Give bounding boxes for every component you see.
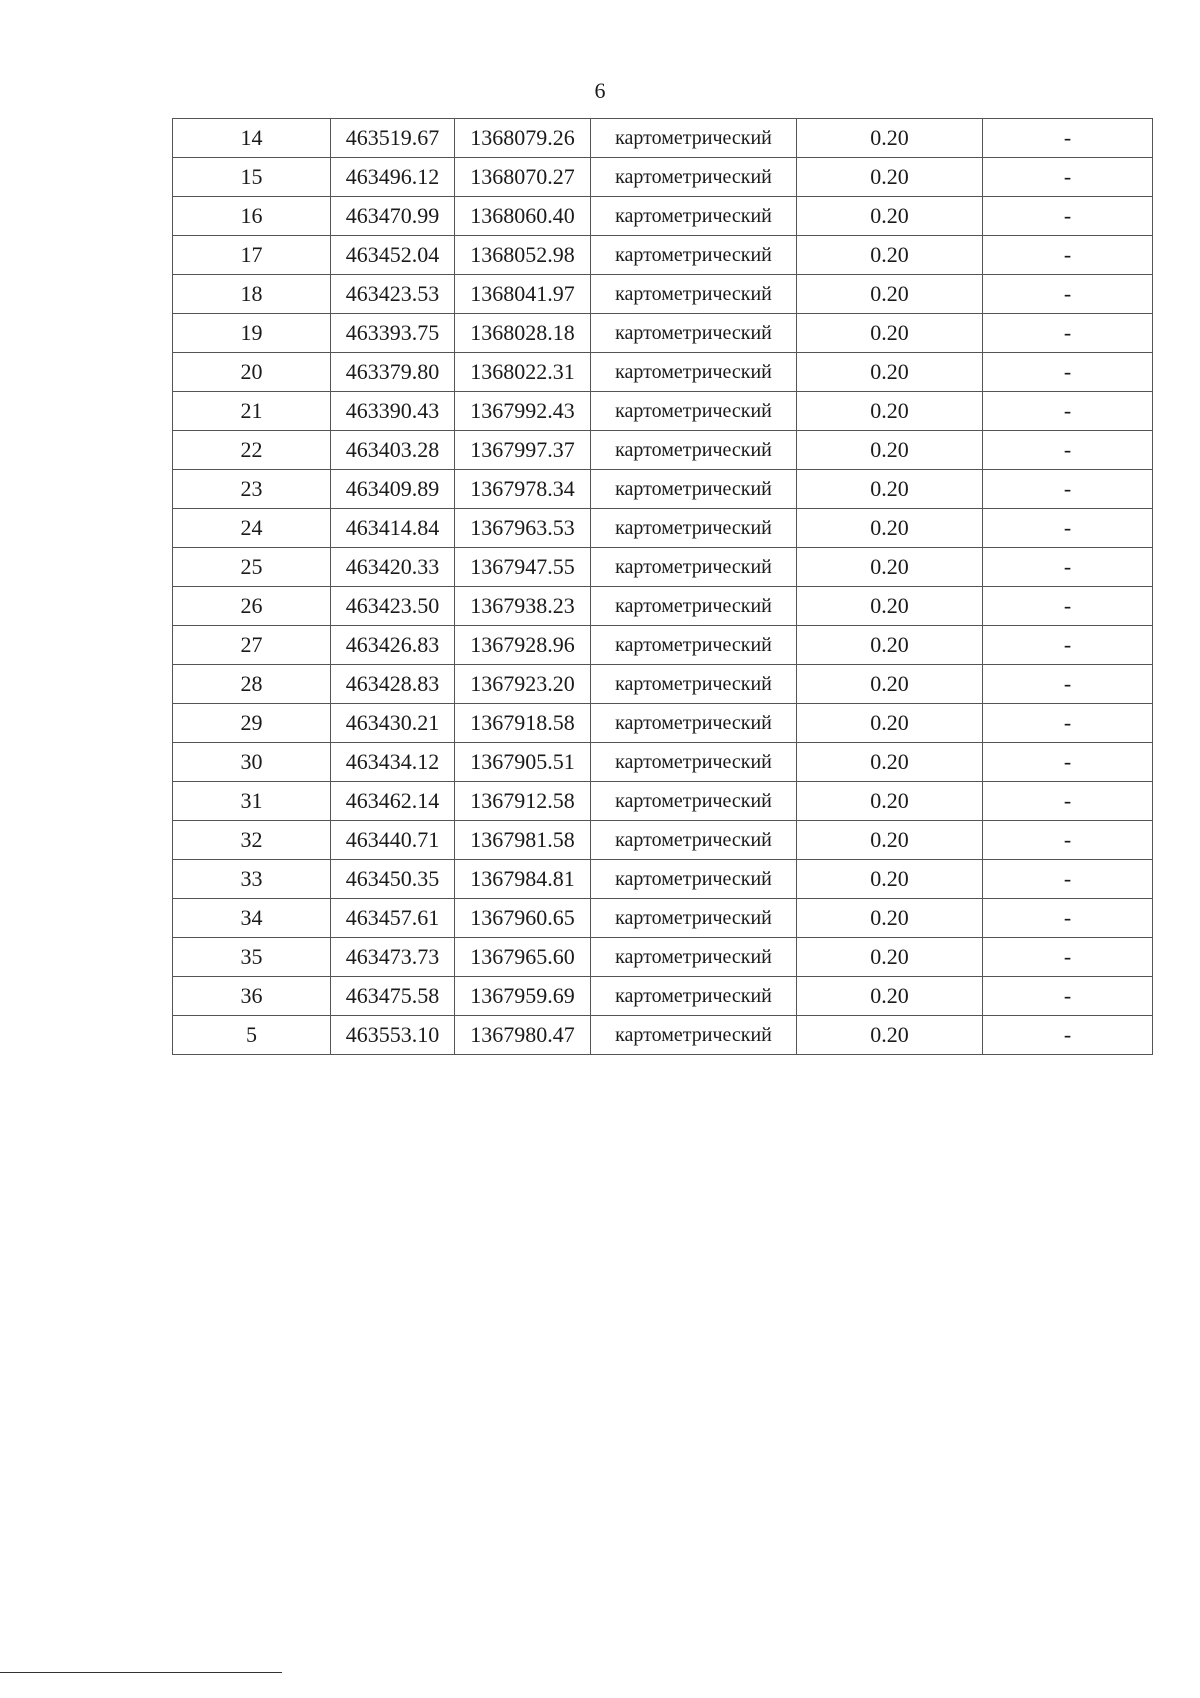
point-number-cell: 18 xyxy=(173,275,331,314)
y-coordinate-cell: 1367980.47 xyxy=(455,1016,591,1055)
y-coordinate-cell: 1368070.27 xyxy=(455,158,591,197)
x-coordinate-cell: 463390.43 xyxy=(331,392,455,431)
note-cell: - xyxy=(983,548,1153,587)
point-number-cell: 14 xyxy=(173,119,331,158)
x-coordinate-cell: 463420.33 xyxy=(331,548,455,587)
y-coordinate-cell: 1367947.55 xyxy=(455,548,591,587)
x-coordinate-cell: 463450.35 xyxy=(331,860,455,899)
point-number-cell: 33 xyxy=(173,860,331,899)
y-coordinate-cell: 1367965.60 xyxy=(455,938,591,977)
x-coordinate-cell: 463473.73 xyxy=(331,938,455,977)
x-coordinate-cell: 463496.12 xyxy=(331,158,455,197)
x-coordinate-cell: 463553.10 xyxy=(331,1016,455,1055)
point-number-cell: 30 xyxy=(173,743,331,782)
y-coordinate-cell: 1367912.58 xyxy=(455,782,591,821)
table-row xyxy=(173,626,1153,665)
table-row xyxy=(173,509,1153,548)
method-cell: картометрический xyxy=(591,704,797,743)
method-cell: картометрический xyxy=(591,626,797,665)
y-coordinate-cell: 1368079.26 xyxy=(455,119,591,158)
accuracy-cell: 0.20 xyxy=(797,704,983,743)
y-coordinate-cell: 1368052.98 xyxy=(455,236,591,275)
accuracy-cell: 0.20 xyxy=(797,587,983,626)
method-cell: картометрический xyxy=(591,860,797,899)
x-coordinate-cell: 463423.53 xyxy=(331,275,455,314)
y-coordinate-cell: 1367978.34 xyxy=(455,470,591,509)
x-coordinate-cell: 463475.58 xyxy=(331,977,455,1016)
method-cell: картометрический xyxy=(591,548,797,587)
y-coordinate-cell: 1367905.51 xyxy=(455,743,591,782)
y-coordinate-cell: 1368022.31 xyxy=(455,353,591,392)
table-row xyxy=(173,353,1153,392)
page-number: 6 xyxy=(594,78,606,103)
note-cell: - xyxy=(983,275,1153,314)
method-cell: картометрический xyxy=(591,899,797,938)
y-coordinate-cell: 1367959.69 xyxy=(455,977,591,1016)
note-cell: - xyxy=(983,470,1153,509)
table-row xyxy=(173,314,1153,353)
note-cell: - xyxy=(983,938,1153,977)
accuracy-cell: 0.20 xyxy=(797,626,983,665)
table-row xyxy=(173,821,1153,860)
method-cell: картометрический xyxy=(591,353,797,392)
point-number-cell: 28 xyxy=(173,665,331,704)
point-number-cell: 26 xyxy=(173,587,331,626)
point-number-cell: 22 xyxy=(173,431,331,470)
accuracy-cell: 0.20 xyxy=(797,236,983,275)
table-row xyxy=(173,158,1153,197)
note-cell: - xyxy=(983,431,1153,470)
accuracy-cell: 0.20 xyxy=(797,821,983,860)
x-coordinate-cell: 463457.61 xyxy=(331,899,455,938)
method-cell: картометрический xyxy=(591,821,797,860)
table-row xyxy=(173,119,1153,158)
x-coordinate-cell: 463403.28 xyxy=(331,431,455,470)
accuracy-cell: 0.20 xyxy=(797,314,983,353)
note-cell: - xyxy=(983,392,1153,431)
method-cell: картометрический xyxy=(591,431,797,470)
table-row xyxy=(173,236,1153,275)
footnote-separator-line xyxy=(0,1672,282,1673)
method-cell: картометрический xyxy=(591,509,797,548)
point-number-cell: 15 xyxy=(173,158,331,197)
table-row xyxy=(173,587,1153,626)
table-row xyxy=(173,743,1153,782)
accuracy-cell: 0.20 xyxy=(797,938,983,977)
point-number-cell: 5 xyxy=(173,1016,331,1055)
note-cell: - xyxy=(983,1016,1153,1055)
coordinates-table-body xyxy=(173,119,1153,1055)
accuracy-cell: 0.20 xyxy=(797,470,983,509)
method-cell: картометрический xyxy=(591,743,797,782)
note-cell: - xyxy=(983,236,1153,275)
accuracy-cell: 0.20 xyxy=(797,197,983,236)
accuracy-cell: 0.20 xyxy=(797,860,983,899)
point-number-cell: 16 xyxy=(173,197,331,236)
note-cell: - xyxy=(983,587,1153,626)
point-number-cell: 25 xyxy=(173,548,331,587)
accuracy-cell: 0.20 xyxy=(797,1016,983,1055)
method-cell: картометрический xyxy=(591,470,797,509)
y-coordinate-cell: 1367923.20 xyxy=(455,665,591,704)
y-coordinate-cell: 1367981.58 xyxy=(455,821,591,860)
point-number-cell: 36 xyxy=(173,977,331,1016)
x-coordinate-cell: 463440.71 xyxy=(331,821,455,860)
accuracy-cell: 0.20 xyxy=(797,548,983,587)
method-cell: картометрический xyxy=(591,977,797,1016)
method-cell: картометрический xyxy=(591,782,797,821)
method-cell: картометрический xyxy=(591,236,797,275)
note-cell: - xyxy=(983,977,1153,1016)
table-row xyxy=(173,275,1153,314)
accuracy-cell: 0.20 xyxy=(797,977,983,1016)
note-cell: - xyxy=(983,860,1153,899)
method-cell: картометрический xyxy=(591,665,797,704)
point-number-cell: 17 xyxy=(173,236,331,275)
accuracy-cell: 0.20 xyxy=(797,392,983,431)
coordinates-table xyxy=(172,118,1153,1055)
table-row xyxy=(173,470,1153,509)
y-coordinate-cell: 1367984.81 xyxy=(455,860,591,899)
table-row xyxy=(173,782,1153,821)
point-number-cell: 35 xyxy=(173,938,331,977)
accuracy-cell: 0.20 xyxy=(797,431,983,470)
y-coordinate-cell: 1368041.97 xyxy=(455,275,591,314)
point-number-cell: 34 xyxy=(173,899,331,938)
point-number-cell: 20 xyxy=(173,353,331,392)
x-coordinate-cell: 463393.75 xyxy=(331,314,455,353)
note-cell: - xyxy=(983,197,1153,236)
accuracy-cell: 0.20 xyxy=(797,665,983,704)
x-coordinate-cell: 463426.83 xyxy=(331,626,455,665)
x-coordinate-cell: 463434.12 xyxy=(331,743,455,782)
accuracy-cell: 0.20 xyxy=(797,275,983,314)
x-coordinate-cell: 463428.83 xyxy=(331,665,455,704)
y-coordinate-cell: 1367938.23 xyxy=(455,587,591,626)
method-cell: картометрический xyxy=(591,119,797,158)
y-coordinate-cell: 1368060.40 xyxy=(455,197,591,236)
note-cell: - xyxy=(983,743,1153,782)
table-row xyxy=(173,431,1153,470)
method-cell: картометрический xyxy=(591,938,797,977)
x-coordinate-cell: 463452.04 xyxy=(331,236,455,275)
y-coordinate-cell: 1368028.18 xyxy=(455,314,591,353)
table-row xyxy=(173,548,1153,587)
note-cell: - xyxy=(983,509,1153,548)
table-row xyxy=(173,392,1153,431)
accuracy-cell: 0.20 xyxy=(797,782,983,821)
x-coordinate-cell: 463462.14 xyxy=(331,782,455,821)
y-coordinate-cell: 1367997.37 xyxy=(455,431,591,470)
accuracy-cell: 0.20 xyxy=(797,899,983,938)
x-coordinate-cell: 463379.80 xyxy=(331,353,455,392)
x-coordinate-cell: 463423.50 xyxy=(331,587,455,626)
table-row xyxy=(173,899,1153,938)
accuracy-cell: 0.20 xyxy=(797,158,983,197)
point-number-cell: 19 xyxy=(173,314,331,353)
y-coordinate-cell: 1367960.65 xyxy=(455,899,591,938)
note-cell: - xyxy=(983,626,1153,665)
method-cell: картометрический xyxy=(591,392,797,431)
method-cell: картометрический xyxy=(591,1016,797,1055)
point-number-cell: 23 xyxy=(173,470,331,509)
table-row xyxy=(173,977,1153,1016)
table-row xyxy=(173,704,1153,743)
method-cell: картометрический xyxy=(591,158,797,197)
note-cell: - xyxy=(983,899,1153,938)
y-coordinate-cell: 1367918.58 xyxy=(455,704,591,743)
point-number-cell: 29 xyxy=(173,704,331,743)
table-row xyxy=(173,1016,1153,1055)
point-number-cell: 32 xyxy=(173,821,331,860)
x-coordinate-cell: 463519.67 xyxy=(331,119,455,158)
note-cell: - xyxy=(983,665,1153,704)
note-cell: - xyxy=(983,353,1153,392)
note-cell: - xyxy=(983,821,1153,860)
note-cell: - xyxy=(983,314,1153,353)
point-number-cell: 27 xyxy=(173,626,331,665)
accuracy-cell: 0.20 xyxy=(797,509,983,548)
note-cell: - xyxy=(983,158,1153,197)
x-coordinate-cell: 463409.89 xyxy=(331,470,455,509)
note-cell: - xyxy=(983,119,1153,158)
y-coordinate-cell: 1367992.43 xyxy=(455,392,591,431)
method-cell: картометрический xyxy=(591,314,797,353)
accuracy-cell: 0.20 xyxy=(797,743,983,782)
note-cell: - xyxy=(983,704,1153,743)
table-row xyxy=(173,665,1153,704)
accuracy-cell: 0.20 xyxy=(797,353,983,392)
y-coordinate-cell: 1367928.96 xyxy=(455,626,591,665)
method-cell: картометрический xyxy=(591,197,797,236)
x-coordinate-cell: 463470.99 xyxy=(331,197,455,236)
table-row xyxy=(173,938,1153,977)
method-cell: картометрический xyxy=(591,275,797,314)
accuracy-cell: 0.20 xyxy=(797,119,983,158)
x-coordinate-cell: 463430.21 xyxy=(331,704,455,743)
point-number-cell: 24 xyxy=(173,509,331,548)
note-cell: - xyxy=(983,782,1153,821)
point-number-cell: 21 xyxy=(173,392,331,431)
method-cell: картометрический xyxy=(591,587,797,626)
table-row xyxy=(173,860,1153,899)
x-coordinate-cell: 463414.84 xyxy=(331,509,455,548)
table-row xyxy=(173,197,1153,236)
y-coordinate-cell: 1367963.53 xyxy=(455,509,591,548)
point-number-cell: 31 xyxy=(173,782,331,821)
